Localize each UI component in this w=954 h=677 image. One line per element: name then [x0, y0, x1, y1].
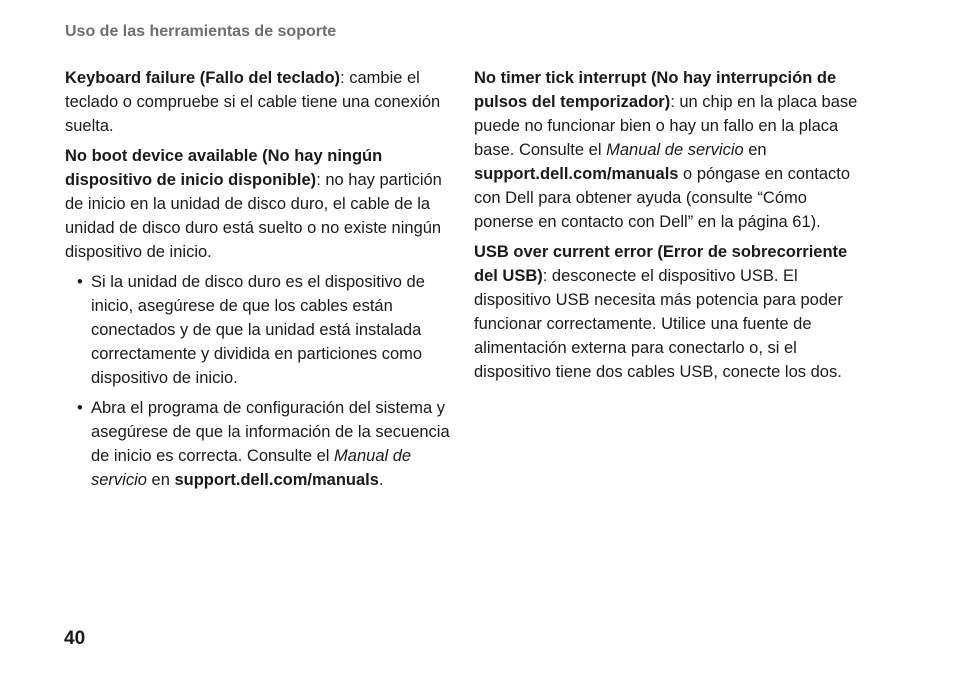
- list-item: [65, 396, 453, 492]
- contact-dell-text: o póngase en contacto con Dell para obtener ayuda (consulte “Cómo ponerse en contacto con Dell” en la página 61).: [474, 165, 851, 231]
- bullet-icon: •: [77, 399, 83, 417]
- bullet-text: Abra el programa de configuración del sistema y asegúrese de que la información de la secuencia de inicio es correcta. Consulte el: [91, 399, 450, 465]
- no-boot-bullet-list: [65, 270, 453, 492]
- support-link[interactable]: support.dell.com/manuals: [474, 165, 679, 183]
- sentence-end: .: [378, 471, 384, 489]
- no-boot-device-text: : no hay partición de inicio en la unidad de disco duro, el cable de la unidad de disco duro está suelto o no existe ningún dispositivo de inicio.: [65, 171, 442, 261]
- no-boot-device-term: No boot device available (No hay ningún dispositivo de inicio disponible): [65, 147, 383, 189]
- no-timer-tick-term: No timer tick interrupt (No hay interrupción de pulsos del temporizador): [474, 69, 837, 111]
- connector-text: en: [146, 471, 175, 489]
- keyboard-failure-text: : cambie el teclado o compruebe si el cable tiene una conexión suelta.: [65, 69, 441, 135]
- page-number: 40: [64, 628, 86, 649]
- section-header: Uso de las herramientas de soporte: [65, 23, 337, 40]
- right-column: [474, 66, 859, 390]
- connector-text: en: [743, 141, 767, 159]
- usb-over-current-text: : desconecte el dispositivo USB. El dispositivo USB necesita más potencia para poder funcionar correctamente. Utilice una fuente de alimentación externa para conectarlo o, si el dispositivo tiene dos cables USB, conecte los dos.: [474, 267, 843, 381]
- keyboard-failure-term: Keyboard failure (Fallo del teclado): [65, 69, 341, 87]
- support-link[interactable]: support.dell.com/manuals: [174, 471, 379, 489]
- list-item: [65, 270, 453, 390]
- service-manual-title: Manual de servicio: [91, 447, 412, 489]
- bullet-icon: •: [77, 273, 83, 291]
- service-manual-title: Manual de servicio: [606, 141, 744, 159]
- usb-over-current-entry: [474, 240, 859, 384]
- keyboard-failure-entry: [65, 66, 453, 138]
- no-boot-device-entry: [65, 144, 453, 264]
- no-timer-tick-entry: [474, 66, 859, 234]
- left-column: [65, 66, 453, 498]
- no-timer-tick-text: : un chip en la placa base puede no funcionar bien o hay un fallo en la placa base. Consulte el: [474, 93, 858, 159]
- usb-over-current-term: USB over current error (Error de sobrecorriente del USB): [474, 243, 848, 285]
- bullet-text: Si la unidad de disco duro es el dispositivo de inicio, asegúrese de que los cables están conectados y de que la unidad está instalada correctamente y dividida en particiones como dispositivo de inicio.: [91, 273, 425, 387]
